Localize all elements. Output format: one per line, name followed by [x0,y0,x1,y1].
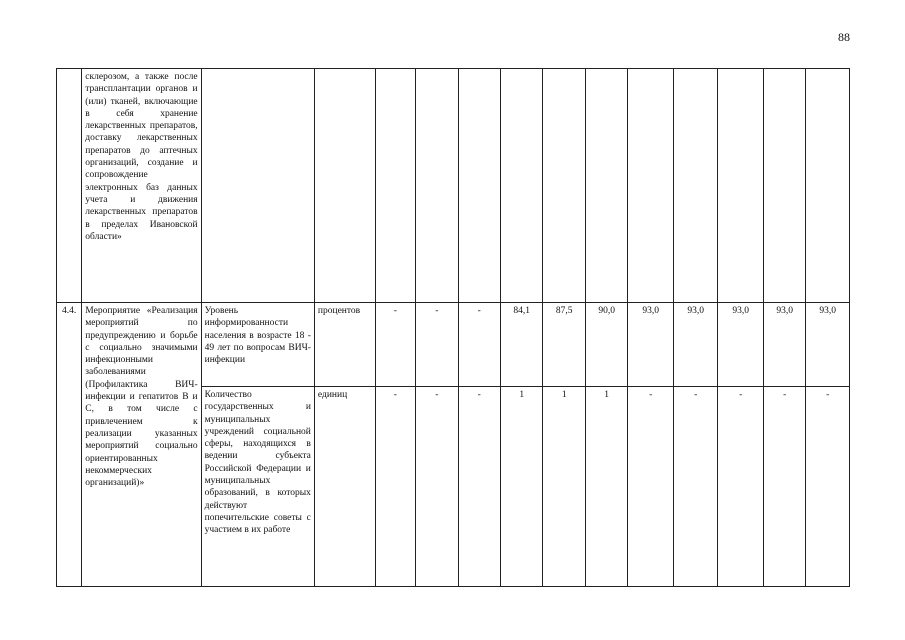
measures-table [56,68,850,587]
cell-empty [673,69,718,303]
cell-empty [543,69,585,303]
cell-empty [201,69,314,303]
indicator-value: 93,0 [763,303,805,387]
indicator-value: 1 [500,387,542,587]
measure-name: Мероприятие «Реализация мероприятий по предупреждению и борьбе с социально значимыми инфекционными заболеваниями (Профилактика ВИЧ-инфекции и гепатитов В и С, в том числе с привлечением к реализации указанных мероприятий социально ориентированных некоммерческих организаций)» [82,303,201,587]
indicator-value: 90,0 [585,303,627,387]
indicator-value: - [416,387,458,587]
indicator-name: Уровень информированности населения в возрасте 18 - 49 лет по вопросам ВИЧ-инфекции [201,303,314,387]
cell-empty [763,69,805,303]
indicator-value: 87,5 [543,303,585,387]
cell-empty [314,69,375,303]
indicator-value: - [375,303,415,387]
indicator-value: - [375,387,415,587]
cell-empty [718,69,764,303]
indicator-value: - [458,387,500,587]
table-row-indicator-1 [57,303,850,387]
indicator-value: 93,0 [806,303,850,387]
indicator-value: 84,1 [500,303,542,387]
cell-empty [375,69,415,303]
indicator-value: 93,0 [628,303,674,387]
table-row-continuation [57,69,850,303]
indicator-unit: процентов [314,303,375,387]
indicator-value: 93,0 [673,303,718,387]
page-number: 88 [838,30,850,44]
cell-empty [806,69,850,303]
indicator-value: - [416,303,458,387]
indicator-value: 93,0 [718,303,764,387]
measure-name-continuation: склерозом, а также после трансплантации органов и (или) тканей, включающие в себя хранение лекарственных препаратов, доставку лекарственных препаратов до аптечных организаций, создание и сопровождение электронных баз данных учета и движения лекарственных препаратов в пределах Ивановской области» [82,69,201,303]
cell-empty [628,69,674,303]
indicator-value: 1 [585,387,627,587]
cell-number-empty [57,69,82,303]
indicator-value: 1 [543,387,585,587]
indicator-value: - [763,387,805,587]
indicator-value: - [673,387,718,587]
cell-empty [585,69,627,303]
cell-empty [458,69,500,303]
indicator-value: - [628,387,674,587]
indicator-unit: единиц [314,387,375,587]
indicator-value: - [458,303,500,387]
indicator-name: Количество государственных и муниципальных учреждений социальной сферы, находящихся в ведении субъекта Российской Федерации и муниципальных образований, в которых действуют попечительские советы с участием в их работе [201,387,314,587]
indicator-value: - [718,387,764,587]
indicator-value: - [806,387,850,587]
cell-empty [416,69,458,303]
cell-empty [500,69,542,303]
measure-number: 4.4. [57,303,82,587]
